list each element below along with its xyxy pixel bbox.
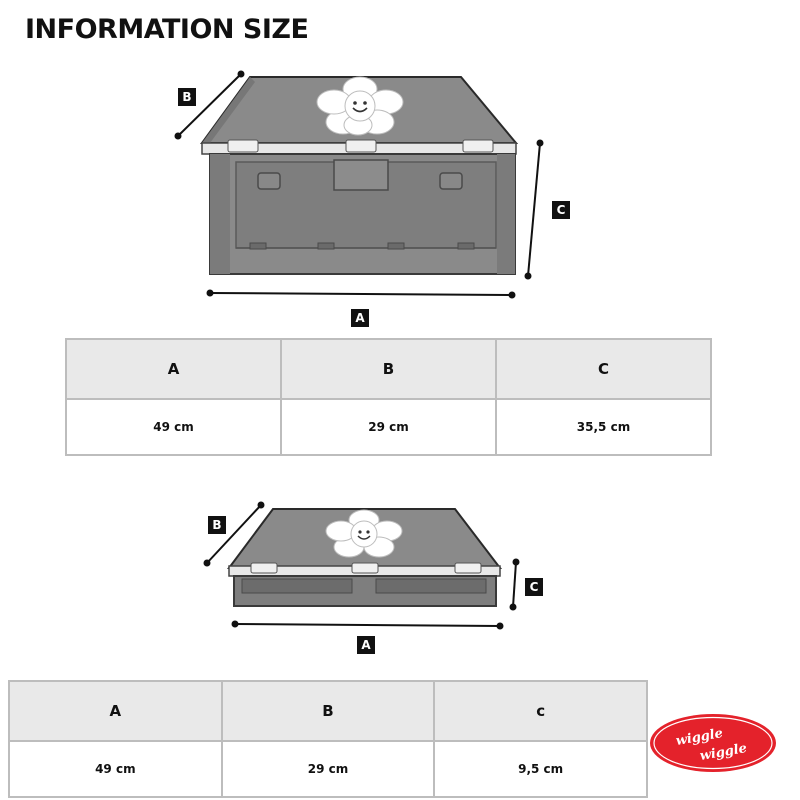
- table-value-a: 49 cm: [9, 741, 222, 797]
- dimension-label-c: C: [552, 201, 570, 219]
- table-value-b: 29 cm: [222, 741, 435, 797]
- table-value-a: 49 cm: [66, 399, 281, 455]
- dimension-label-b: B: [178, 88, 196, 106]
- dimension-label-b: B: [208, 516, 226, 534]
- size-table-folded: [8, 680, 648, 798]
- dimension-label-c: C: [525, 578, 543, 596]
- table-header-b: B: [222, 681, 435, 741]
- brand-line-1: wiggle: [674, 726, 725, 750]
- size-table-expanded: [65, 338, 712, 456]
- table-value-b: 29 cm: [281, 399, 496, 455]
- table-header-c: C: [496, 339, 711, 399]
- page-title: INFORMATION SIZE: [25, 14, 309, 45]
- wiggle-wiggle-logo: [648, 712, 778, 774]
- dimension-label-a: A: [351, 309, 369, 327]
- table-value-c: 9,5 cm: [434, 741, 647, 797]
- table-header-a: A: [66, 339, 281, 399]
- dimension-label-a: A: [357, 636, 375, 654]
- table-value-c: 35,5 cm: [496, 399, 711, 455]
- table-header-a: A: [9, 681, 222, 741]
- table-header-b: B: [281, 339, 496, 399]
- table-header-c: c: [434, 681, 647, 741]
- brand-line-2: wiggle: [698, 741, 749, 765]
